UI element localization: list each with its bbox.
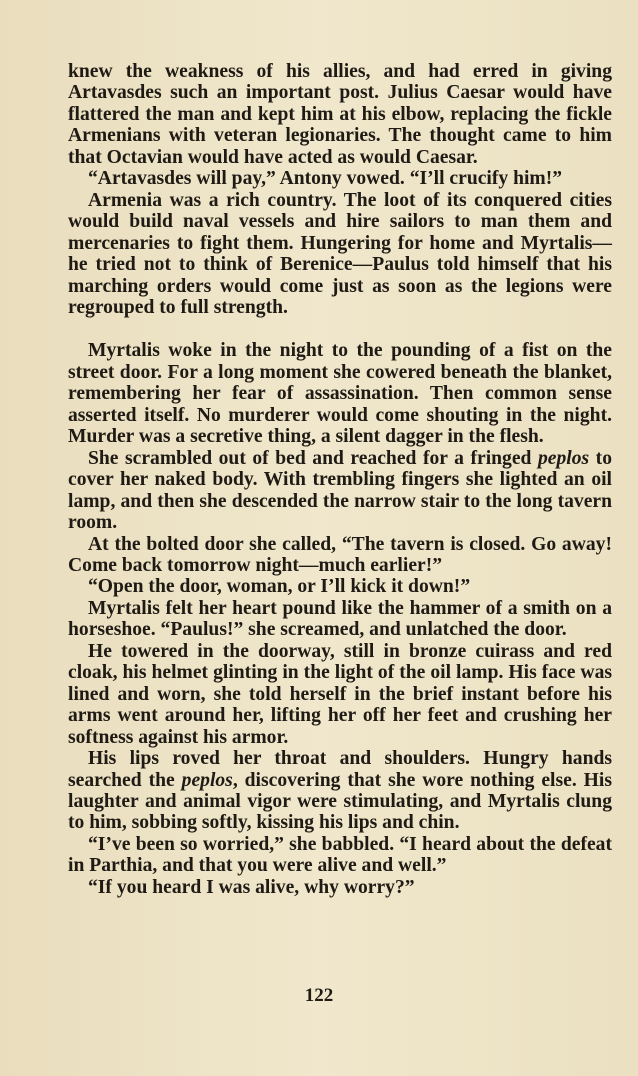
paragraph: He towered in the doorway, still in bronze cuirass and red cloak, his helmet glinting in the light of the oil lamp. His face was lined and worn, she told herself in the brief instant before his arms went around her, lifting her off her feet and crushing her softness against his armor. xyxy=(68,640,612,748)
paragraph: “Open the door, woman, or I’ll kick it down!” xyxy=(88,576,471,598)
paragraph: At the bolted door she called, “The tavern is closed. Go away! Come back tomorrow night—much earlier!” xyxy=(68,533,612,576)
paragraph: “If you heard I was alive, why worry?” xyxy=(88,876,415,898)
paragraph: Myrtalis felt her heart pound like the hammer of a smith on a horseshoe. “Paulus!” she screamed, and unlatched the door. xyxy=(68,597,612,641)
paragraph: She scrambled out of bed and reached for a fringed peplos to cover her naked body. With trembling fingers she lighted an oil lamp, and then she descended the narrow stair to the long tavern room. xyxy=(68,447,612,534)
italic-word: peplos xyxy=(181,769,233,791)
body-text xyxy=(68,61,612,898)
paragraph: Myrtalis woke in the night to the pounding of a fist on the street door. For a long moment she cowered beneath the blanket, remembering her fear of assassination. Then common sense asserted itself. No murderer would come shouting in the night. Murder was a secretive thing, a silent dagger in the flesh. xyxy=(68,340,612,448)
paragraph: Armenia was a rich country. The loot of its conquered cities would build naval vessels and hire sailors to man them and mercenaries to fight them. Hungering for home and Myrtalis—he tried not to think of Berenice—Paulus told himself that his marching orders would come just as soon as the legions were regrouped to full strength. xyxy=(68,189,612,318)
paragraph: “I’ve been so worried,” she babbled. “I heard about the defeat in Parthia, and that you were alive and well.” xyxy=(68,833,612,877)
paragraph: “Artavasdes will pay,” Antony vowed. “I’ll crucify him!” xyxy=(88,168,563,190)
italic-word: peplos xyxy=(537,447,590,469)
page-number: 122 xyxy=(304,985,334,1006)
paragraph: knew the weakness of his allies, and had erred in giving Artavasdes such an important post. Julius Caesar would have flattered the man and kept him at his elbow, replacing the fickle Armenians with veteran legionaries. The thought came to him that Octavian would have acted as would Caesar. xyxy=(68,61,612,168)
paragraph: His lips roved her throat and shoulders. Hungry hands searched the peplos, discovering that she wore nothing else. His laughter and animal vigor were stimulating, and Myrtalis clung to him, sobbing softly, kissing his lips and chin. xyxy=(68,748,612,834)
